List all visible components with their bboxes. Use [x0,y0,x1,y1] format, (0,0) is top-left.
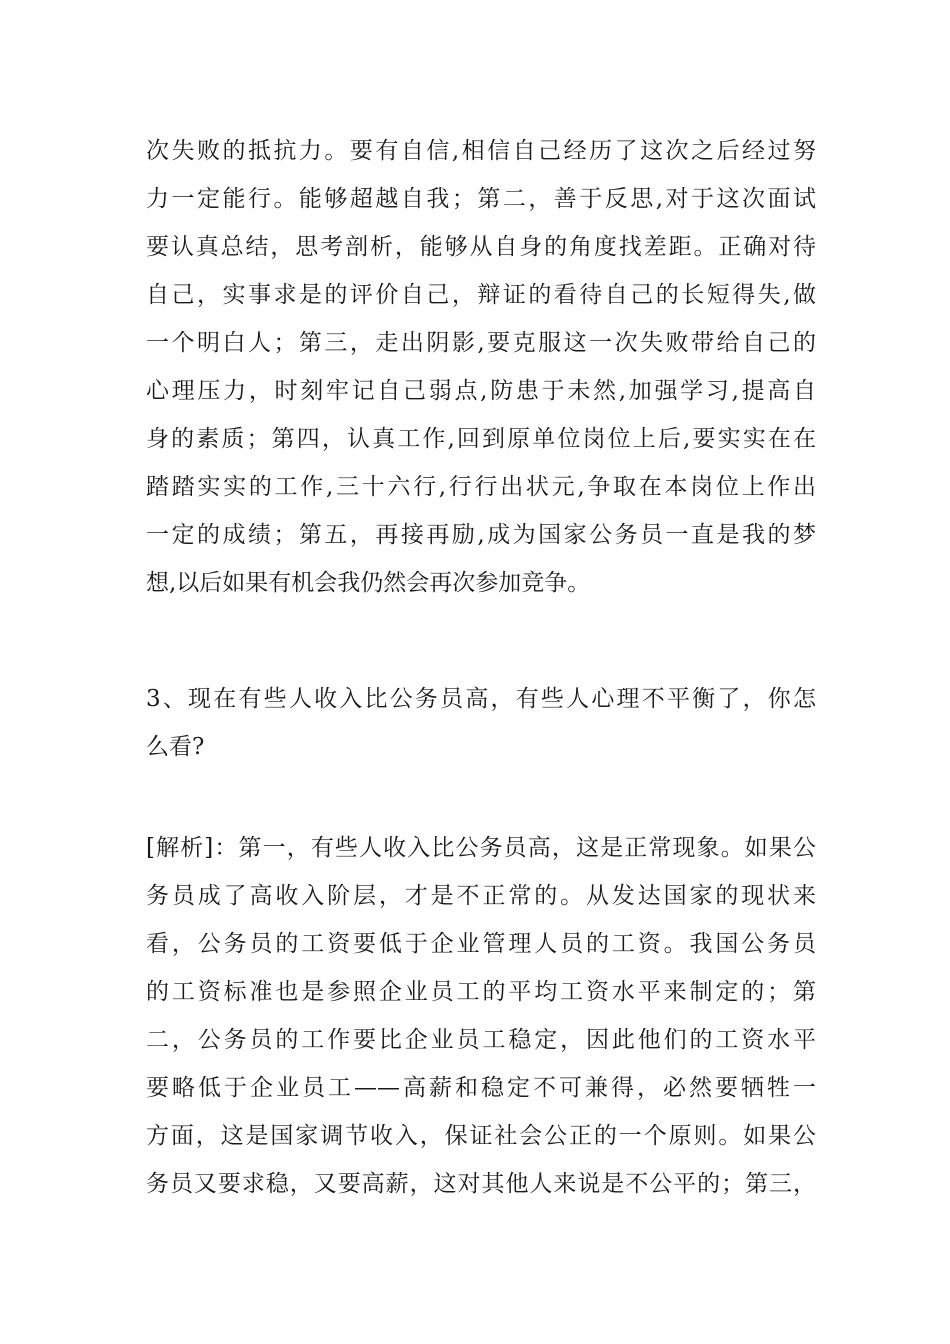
text-line: 要略低于企业员工——高薪和稳定不可兼得，必然要牺牲一 [146,1075,816,1101]
text-line: 二，公务员的工作要比企业员工稳定，因此他们的工资水平 [146,1027,816,1053]
text-line: 次失败的抵抗力。要有自信,相信自己经历了这次之后经过努 [146,138,816,164]
question-line: 么看? [146,734,205,760]
text-line: 力一定能行。能够超越自我；第二，善于反思,对于这次面试 [146,186,816,212]
answer-paragraph [146,127,816,607]
text-line: 自己，实事求是的评价自己，辩证的看待自己的长短得失,做 [146,282,816,308]
text-line: 一定的成绩；第五，再接再励,成为国家公务员一直是我的梦 [146,522,816,548]
text-line: [解析]：第一，有些人收入比公务员高，这是正常现象。如果公 [146,835,816,861]
text-line: 务员成了高收入阶层，才是不正常的。从发达国家的现状来 [146,883,816,909]
text-line: 想,以后如果有机会我仍然会再次参加竞争。 [146,570,591,596]
question-heading [146,675,816,771]
text-line: 身的素质；第四，认真工作,回到原单位岗位上后,要实实在在 [146,426,816,452]
text-line: 方面，这是国家调节收入，保证社会公正的一个原则。如果公 [146,1123,816,1149]
text-line: 心理压力，时刻牢记自己弱点,防患于未然,加强学习,提高自 [146,378,816,404]
text-line: 的工资标准也是参照企业员工的平均工资水平来制定的；第 [146,979,816,1005]
text-line: 一个明白人；第三，走出阴影,要克服这一次失败带给自己的 [146,330,816,356]
text-line: 踏踏实实的工作,三十六行,行行出状元,争取在本岗位上作出 [146,474,816,500]
text-line: 看，公务员的工资要低于企业管理人员的工资。我国公务员 [146,931,816,957]
analysis-paragraph [146,824,816,1208]
text-line: 务员又要求稳，又要高薪，这对其他人来说是不公平的；第三， [146,1171,816,1197]
text-line: 要认真总结，思考剖析，能够从自身的角度找差距。正确对待 [146,234,816,260]
question-line: 3、现在有些人收入比公务员高，有些人心理不平衡了，你怎 [146,686,816,712]
